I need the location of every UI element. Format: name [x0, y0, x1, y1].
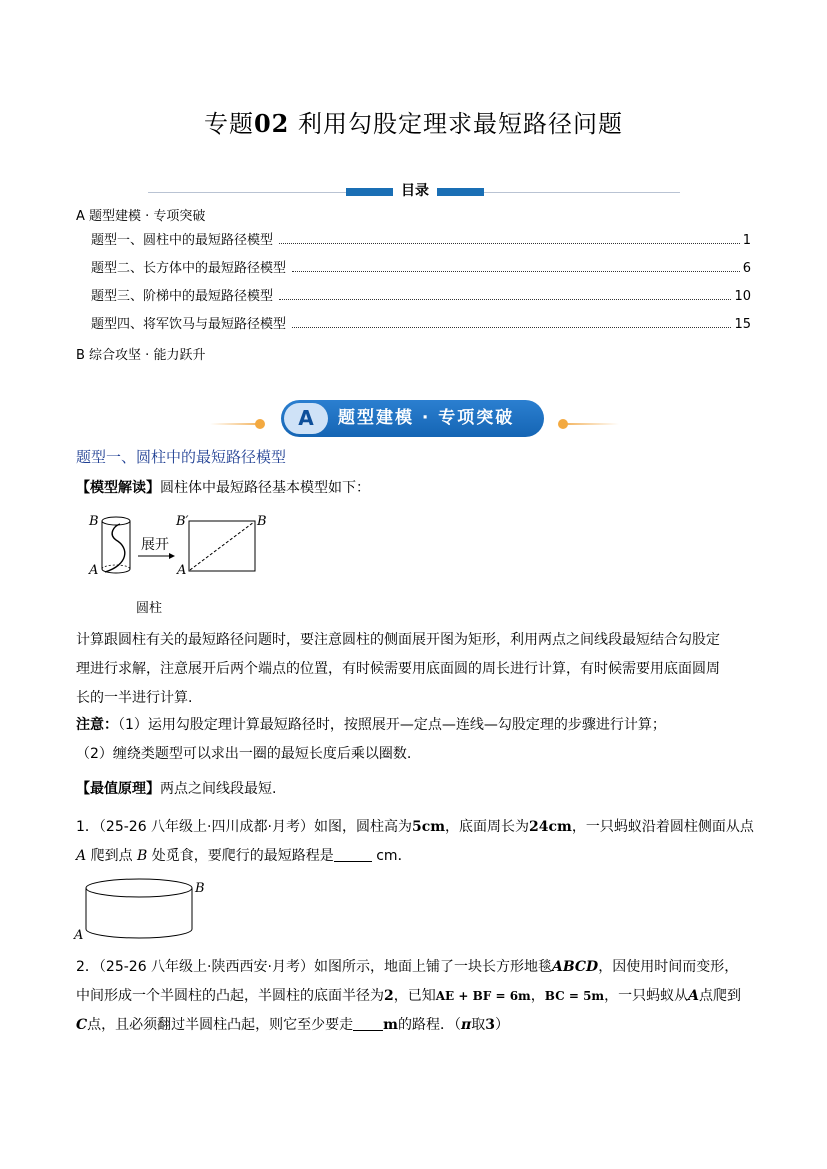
toc-label: 目录 [393, 182, 437, 200]
fig1-label-a2: A [177, 563, 187, 578]
note-line-2: （2）缠绕类题型可以求出一圈的最短长度后乘以圈数. [76, 746, 412, 762]
principle: 【最值原理】两点之间线段最短. [76, 781, 277, 797]
banner-dot-left [255, 419, 265, 429]
model-explain: 【模型解读】圆柱体中最短路径基本模型如下： [76, 480, 370, 496]
banner-line-right [564, 423, 619, 425]
fig1-label-bprime: B′ [176, 514, 189, 529]
cylinder-unfold-figure [86, 510, 286, 580]
section-heading: 题型一、圆柱中的最短路径模型 [76, 448, 287, 466]
cylinder2-top [86, 879, 192, 897]
fig1-arrow-text: 展开 [141, 537, 169, 553]
banner-letter: A [284, 403, 328, 434]
answer-blank[interactable] [334, 847, 372, 862]
banner-text: 题型建模 · 专项突破 [338, 408, 515, 428]
unfolded-diagonal [190, 522, 254, 570]
question-1: 1．（25-26 八年级上·四川成都·月考）如图，圆柱高为5cm，底面周长为24cm，一只蚂蚁沿着圆柱侧面从点 A 爬到点 B 处觅食，要爬行的最短路程是 cm． [76, 819, 754, 864]
fig2-label-b: B [195, 881, 205, 896]
toc-item[interactable]: 题型三、阶梯中的最短路径模型 10 [91, 289, 751, 304]
toc-item[interactable]: 题型一、圆柱中的最短路径模型 1 [91, 233, 751, 248]
note-line-1: 注意：（1）运用勾股定理计算最短路径时，按照展开—定点—连线—勾股定理的步骤进行计算； [76, 717, 666, 733]
cylinder-path [105, 524, 125, 572]
cylinder2-bottom [86, 929, 192, 938]
cylinder-top [102, 517, 130, 525]
toc-section-b[interactable]: B 综合攻坚 · 能力跃升 [76, 348, 206, 363]
toc-section-a[interactable]: A 题型建模 · 专项突破 [76, 209, 206, 224]
answer-blank[interactable] [353, 1016, 383, 1031]
fig1-label-a: A [89, 563, 99, 578]
explanation-paragraph: 计算跟圆柱有关的最短路径问题时，要注意圆柱的侧面展开图为矩形，利用两点之间线段最短结合勾股定 理进行求解，注意展开后两个端点的位置，有时候需要用底面圆的周长进行计算，有时候需要用底面圆周 长的一半进行计算. [76, 632, 720, 706]
cylinder-figure [72, 874, 212, 946]
question-2: 2．（25-26 八年级上·陕西西安·月考）如图所示，地面上铺了一块长方形地毯ABCD，因使用时间而变形， 中间形成一个半圆柱的凸起，半圆柱的底面半径为2，已知AE + BF = 6m，BC = 5m，一只蚂蚁从A点爬到 C点，且必须翻过半圆柱凸起，则它至少要走 m的路程．（π取3） [76, 959, 741, 1033]
fig2-label-a: A [74, 928, 84, 943]
fig1-label-b: B [89, 514, 99, 529]
unfold-arrowhead [169, 553, 175, 559]
title-number: 02 [253, 109, 290, 138]
toc-item[interactable]: 题型四、将军饮马与最短路径模型 15 [91, 317, 751, 332]
banner-dot-right [558, 419, 568, 429]
toc-item[interactable]: 题型二、长方体中的最短路径模型 6 [91, 261, 751, 276]
page-title: 专题02 利用勾股定理求最短路径问题 [203, 109, 624, 138]
banner-line-left [210, 423, 260, 425]
figure-caption: 圆柱 [136, 601, 163, 616]
fig1-label-b2: B [257, 514, 267, 529]
